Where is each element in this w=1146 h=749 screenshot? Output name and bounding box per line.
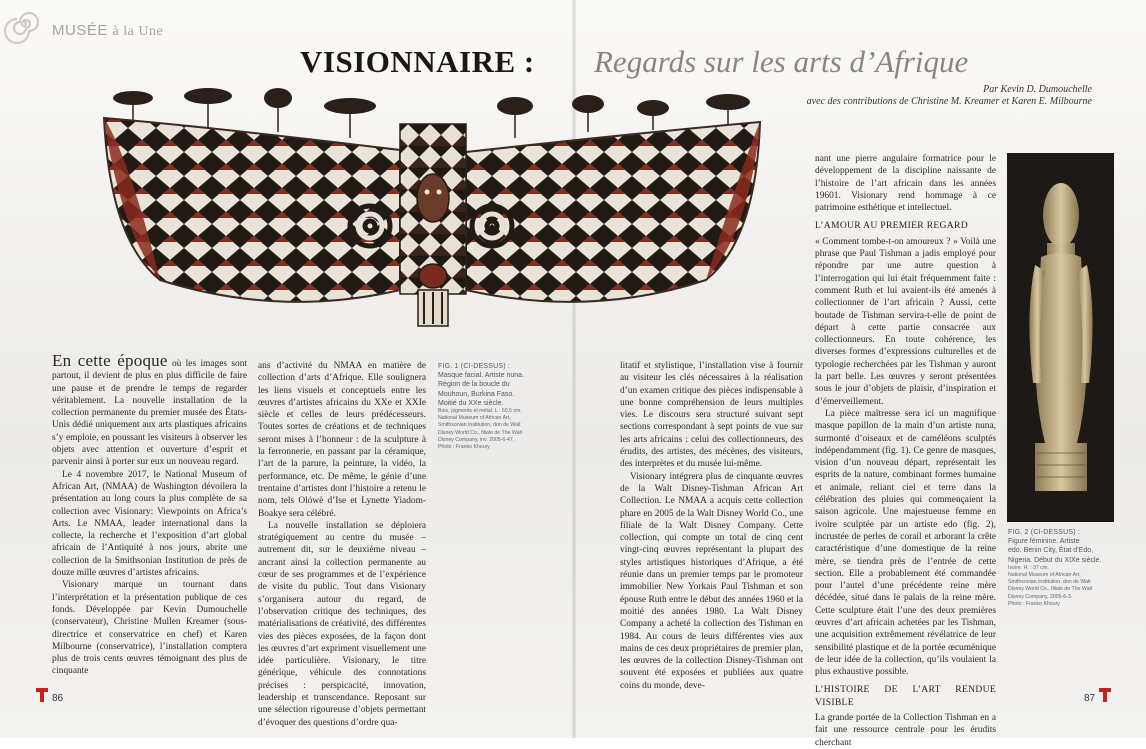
col1-para2: Le 4 novembre 2017, le National Museum of African Art, (NMAA) de Washington dévoilera la présentation au long cours la plus complète de sa collection avec Visionary: Viewpoints on Africa’s Arts. Le NMAA, leader international dans la collecte, la recherche et l’exposition d’art global africain de l’Antiquité à nos jours, abrite une collection de la Smithsonian Institution de près de douze mille œuvres d’artistes africains. bbox=[52, 469, 247, 579]
col2-para2: La nouvelle installation se déploiera stratégiquement au centre du musée – autrement dit, sur le deuxième niveau – ancrant ainsi la collection permanente au cœur de ses programmes et de l’expérience de visite du public. Tout dans Visionary s’organisera autour du regard, de l’observation critique des techniques, des matérialisations de créativité, des différentes vies des pièces exposées, de la façon dont les œuvres d’art expriment visuellement une idée particulière. Visionary, le titre générique, véhicule des connotations précises : perspicacité, innovation, leadership et transcendance. Reposant sur une sélection rigoureuse d’objets permettant d’évoquer des questions d’ordre qua- bbox=[258, 520, 426, 728]
figure-1-line: Masque facial. Artiste nuna. bbox=[438, 372, 524, 380]
article-title: VISIONNAIRE : bbox=[300, 44, 535, 79]
rubric-subsection: à la Une bbox=[112, 24, 164, 39]
ivory-figure-image bbox=[1007, 153, 1114, 522]
figure-2-line: Figure féminine. Artiste bbox=[1008, 538, 1080, 546]
figure-2-line: Nigeria. Début du XIXe siècle. bbox=[1008, 556, 1102, 564]
text-column-4 bbox=[815, 153, 996, 749]
figure-2-credit: National Museum of African Art, bbox=[1008, 572, 1081, 579]
figure-1-label: FIG. 1 (CI-DESSUS) : bbox=[438, 363, 511, 370]
butterfly-mask-image bbox=[100, 80, 764, 330]
col3-para2: Visionary intégrera plus de cinquante œuvres de la Walt Disney-Tishman African Art Collection. Le NMAA a acquis cette collection phare en 2005 de la Walt Disney World Co., une filiale de la Walt Disney Company. Cette collection, qui compte un total de cinq cent vingt-cinq œuvres représentant la plupart des styles artistiques historiques d’Afrique, a été réunie dans un premier temps par le promoteur immobilier New Yorkais Paul Tishman et son épouse Ruth entre le début des années 1960 et la moitié des années 1980. La Walt Disney Company a acheté la collection des Tishman en 1984. Au cours de leurs différentes vies aux mains de ces deux propriétaires de premier plan, les œuvres de la collection Disney-Tishman ont souvent été exposées et publiées aux quatre coins du monde, deve- bbox=[620, 471, 803, 691]
figure-2-credit: Smithsonian Institution, don de Walt bbox=[1008, 579, 1091, 586]
col4-para1: « Comment tombe-t-on amoureux ? » Voilà une phrase que Paul Tishman a jadis employé pour répondre par une autre question à l’interrogation qui lui était fréquemment faite : comment Ruth et lui avaient-ils été amenés à collectionner de l’art africain ? Aussi, cette boutade de Tishman servira-t-elle de point de départ à cette partie consacrée aux collectionneurs. En toute cohérence, les diverses formes d’expressions culturelles et de typologie recherchées par les Tishman y auront la part belle. Les œuvres y seront présentées sous le jour d’objets de plaisir, d’inspiration et d’émerveillement. bbox=[815, 236, 996, 407]
figure-1-line: Mouhoun, Burkina Faso. bbox=[438, 390, 515, 398]
col1-para3: Visionary marque un tournant dans l’interprétation et la présentation publique de ces fonds. Développée par Kevin Dumouchelle (conservateur), Christine Mullen Kreamer (sous-directrice et conservatrice en chef) et Karen Milbourne (conservatrice), l’installation comptera plus de trois cents œuvres témoignant des plus de cinquante bbox=[52, 580, 247, 677]
swirl-logo-icon bbox=[4, 4, 44, 44]
figure-1-line: Moitié du XXe siècle. bbox=[438, 399, 504, 407]
figure-1-credit: Disney World Co., filiale de The Walt bbox=[438, 429, 523, 436]
page-number-right: 87 bbox=[1084, 693, 1096, 704]
article-subtitle: Regards sur les arts d’Afrique bbox=[594, 44, 969, 79]
page-number-left: 86 bbox=[52, 693, 64, 704]
byline bbox=[807, 84, 1092, 108]
ivory-figure-illustration bbox=[1007, 153, 1114, 522]
figure-2-caption bbox=[1008, 528, 1116, 608]
figure-1-line: Région de la boucle du bbox=[438, 381, 510, 389]
section-heading-love: L’AMOUR AU PREMIER REGARD bbox=[815, 220, 968, 232]
lead-in: En cette époque bbox=[52, 351, 168, 370]
byline-author: Par Kevin D. Dumouchelle bbox=[983, 84, 1092, 95]
col2-para1: ans d’activité du NMAA en matière de collection d’arts d’Afrique. Elle soulignera les liens visuels et conceptuels entre les œuvres d’artistes africains du XXe et XXIe siècle et celles de leurs prédécesseurs. Toutes sortes de créations et de techniques seront mises à l’honneur : de la sculpture à la ferronnerie, en passant par la céramique, l’art de la parure, la peinture, la vidéo, la performance, etc. De même, le génie d’une trentaine d’artistes dont l’histoire a retenu le nom, tels Olówè d’Ise et Lynette Yiadom-Boakye sera célébré. bbox=[258, 361, 426, 519]
col3-para1: litatif et stylistique, l’installation vise à fournir au visiteur les clés nécessaires à la réalisation d’un examen critique des pièces indispensable à une bonne compréhension de leurs multiples vies. Le discours sera structuré suivant sept sections correspondant à sept points de vue sur les arts africains : celui des collectionneurs, des érudits, des artistes, des mécènes, des visiteurs, des interprètes et du musée lui-même. bbox=[620, 361, 803, 470]
text-column-2 bbox=[258, 360, 426, 729]
section-heading-history: L’HISTOIRE DE L’ART RENDUE VISIBLE bbox=[815, 684, 996, 708]
section-rubric bbox=[52, 22, 163, 40]
figure-2-credit: Ivoire. H. : 37 cm. bbox=[1008, 564, 1049, 571]
col1-para1: où les images sont partout, il devient de plus en plus difficile de faire une pause et de prendre le temps de regarder véritablement. La nouvelle installation de la collection permanente du premier musée des États-Unis dédié uniquement aux arts plastiques africains s’y emploie, en poussant les visiteurs à observer les objets avec attention et ouverture d’esprit et parvenir ainsi à porter sur eux un nouveau regard. bbox=[52, 359, 247, 468]
figure-2-line: edo. Benin City, État d’Edo, bbox=[1008, 547, 1094, 555]
col4-para2: La pièce maîtresse sera ici un magnifique masque papillon de la main d’un artiste nuna, surmonté d’oiseaux et de caméléons sculptés indépendamment (fig. 1). Ce genre de masques, vision d’un nouveau départ, représentait les esprits de la nature, combinant formes humaine et animale, reliant ciel et terre dans la célébration des pluies qui commençaient la saison agricole. Une majestueuse femme en ivoire sculptée par un artiste edo (fig. 2), incrustée de perles de corail et arborant la crête caractéristique d’une domestique de la reine mère, se tiendra près de l’entrée de cette section. Elle a probablement été commandée pour l’autel d’une précédente reine mère décédée, situé dans le palais de la reine mère. Cette sculpture était l’une des deux premières œuvres d’art africain achetées par les Tishman, une acquisition extrêmement révélatrice de leur sensibilité plastique et de la portée œcuménique de leur idée de la collection, qu’ils voulaient la plus exhaustive possible. bbox=[815, 408, 996, 678]
col4-para3: La grande portée de la Collection Tishman en a fait une ressource centrale pour les érudits cherchant bbox=[815, 713, 996, 748]
col4-para0: nant une pierre angulaire formatrice pour le développement de la discipline naissante de l’histoire de l’art africain dans les années 19601. Visionary rend hommage à ce patrimoine esthétique et intellectuel. bbox=[815, 154, 996, 214]
figure-1-credit: National Museum of African Art, bbox=[438, 415, 511, 422]
figure-2-credit: Disney Company, 2005-6-3. bbox=[1008, 593, 1073, 600]
figure-1-credit: Photo : Franko Khoury bbox=[438, 444, 490, 451]
figure-2-credit: Disney World Co., filiale de The Walt bbox=[1008, 586, 1093, 593]
figure-1-credit: Bois, pigments et métal. L : 60,5 cm. bbox=[438, 408, 522, 415]
text-column-3 bbox=[620, 360, 803, 692]
figure-2-credit: Photo : Franko Khoury bbox=[1008, 600, 1060, 607]
byline-contributors: avec des contributions de Christine M. Kreamer et Karen E. Milbourne bbox=[806, 96, 1092, 107]
rubric-section: MUSÉE bbox=[52, 22, 108, 39]
figure-1-credit: Disney Company, inv. 2005-6-47. bbox=[438, 436, 515, 443]
figure-1-caption bbox=[438, 362, 548, 451]
t-brand-icon bbox=[1099, 688, 1111, 702]
figure-2-label: FIG. 2 (CI-DESSUS) : bbox=[1008, 529, 1081, 536]
t-brand-icon bbox=[36, 688, 48, 702]
text-column-1 bbox=[52, 351, 247, 678]
figure-1-credit: Smithsonian Institution, don de Walt bbox=[438, 422, 521, 429]
